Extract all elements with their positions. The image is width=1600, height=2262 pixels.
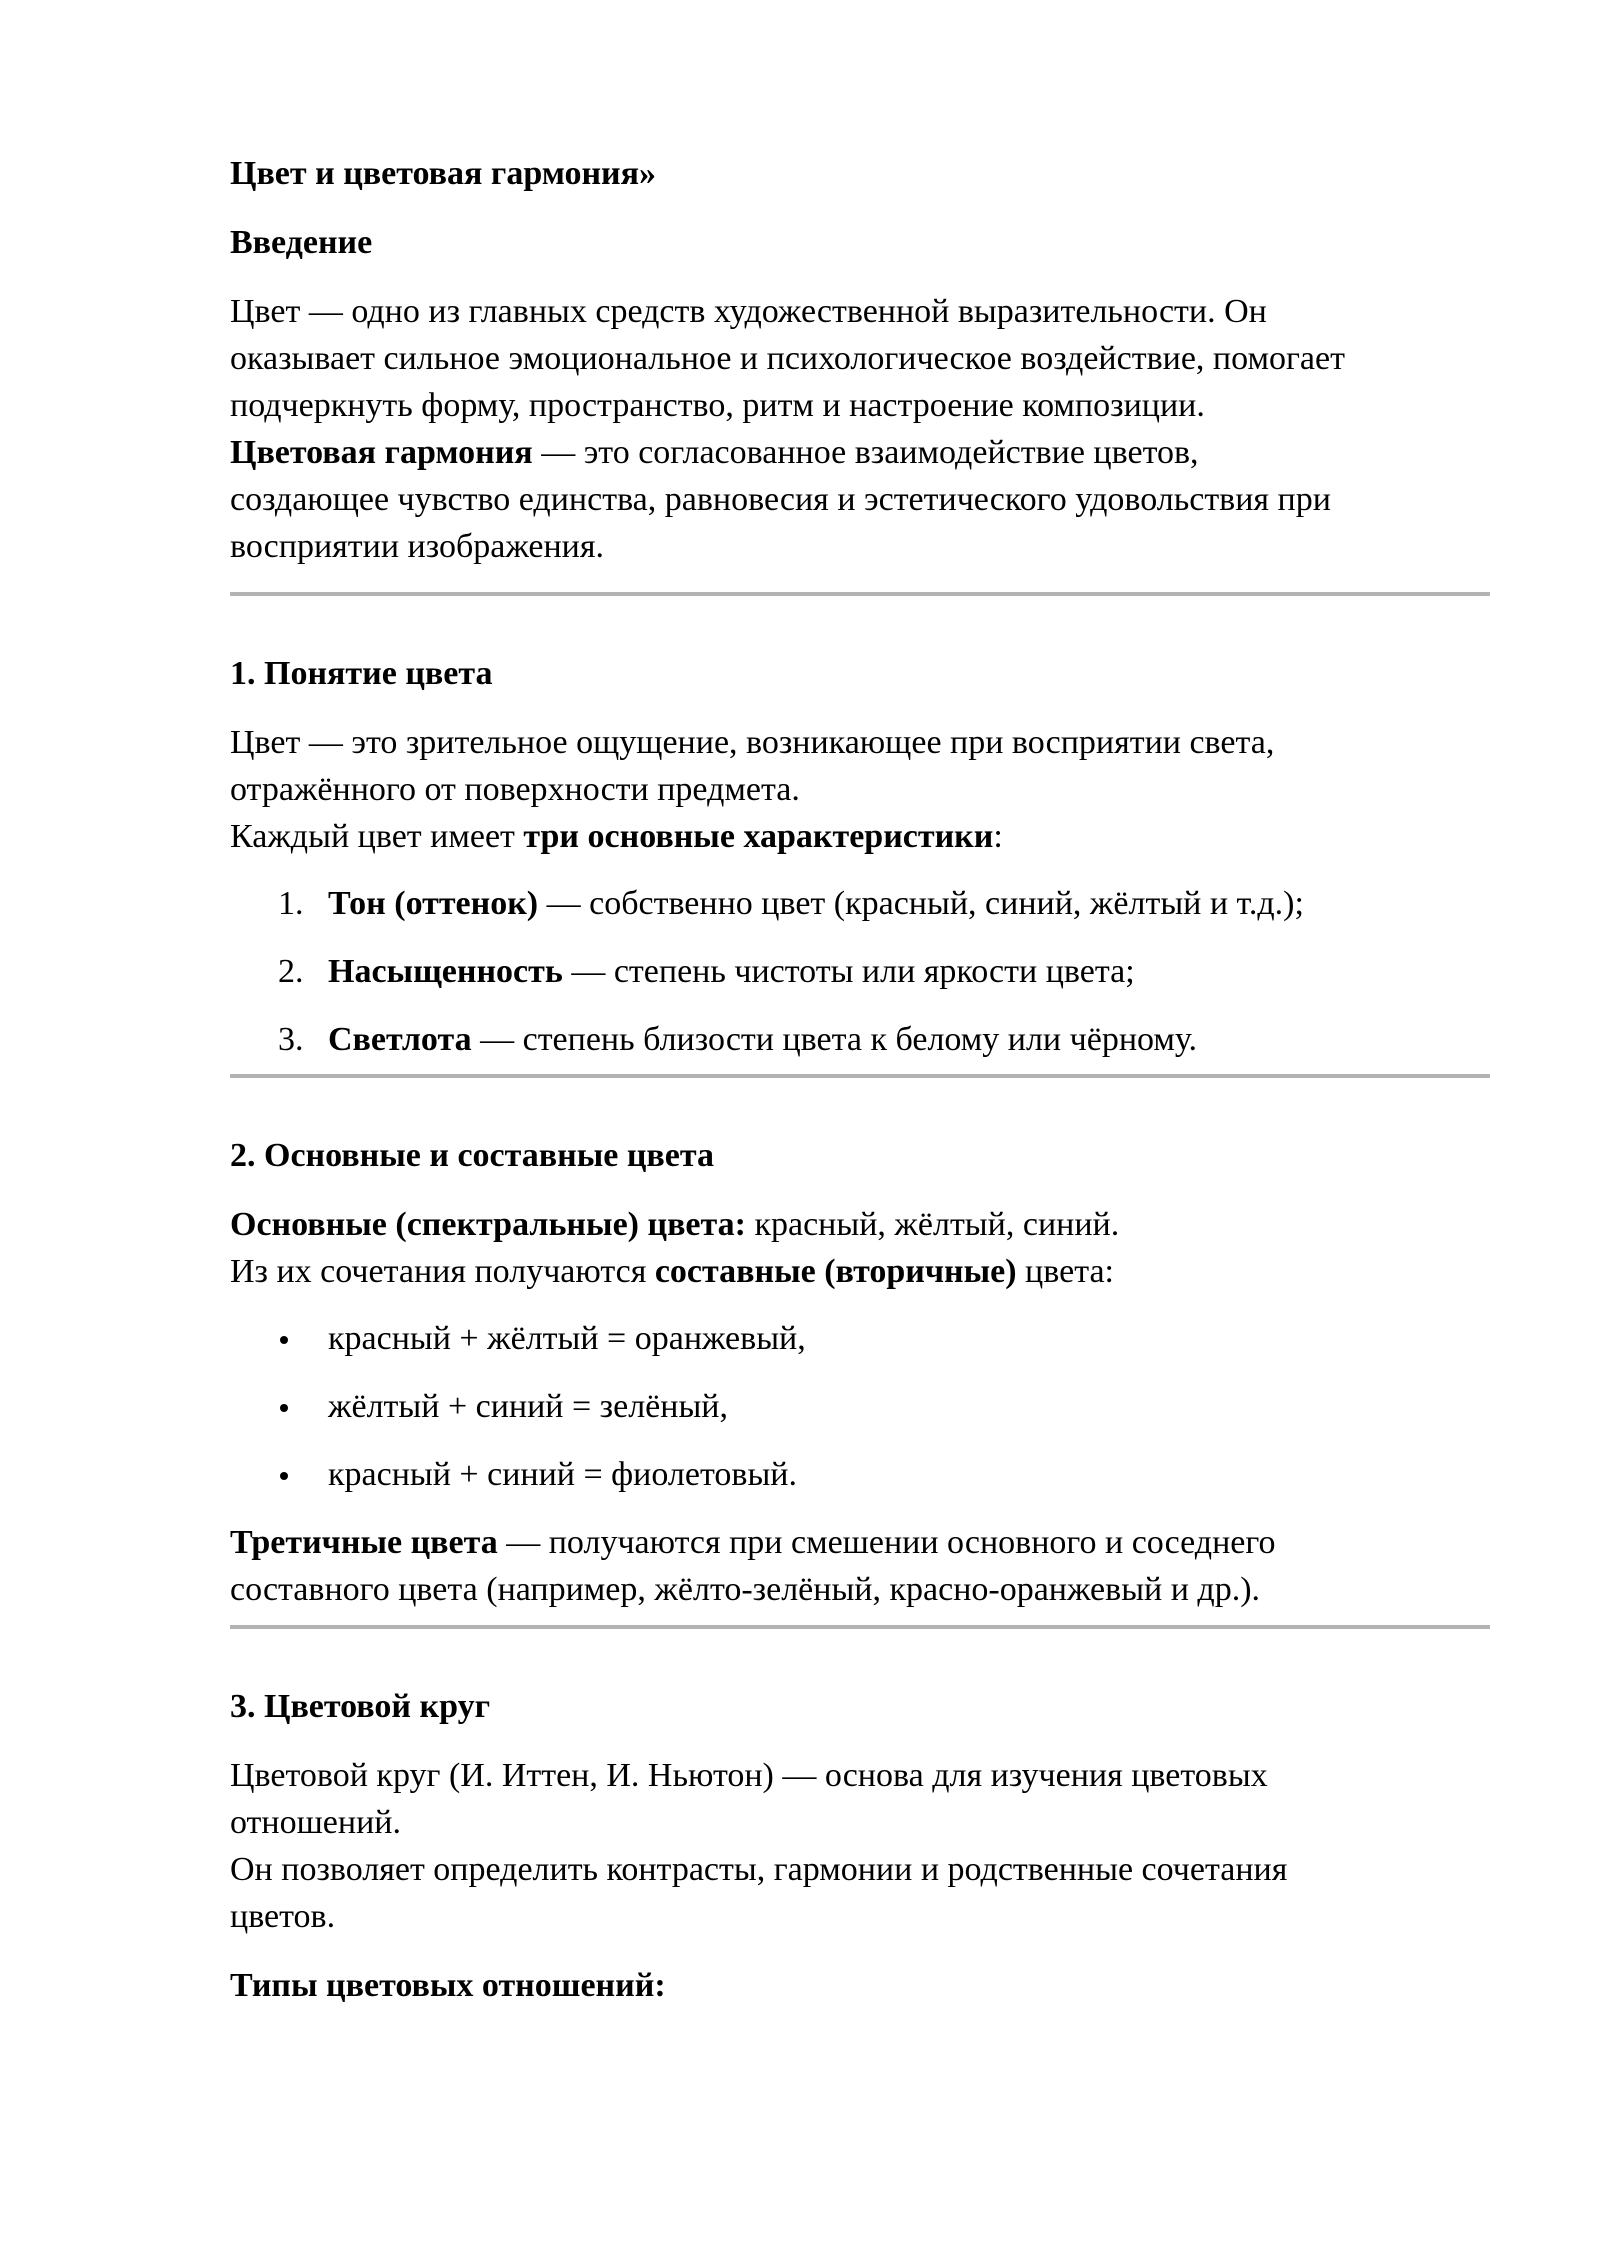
section1-paragraph	[230, 719, 1490, 860]
intro-line: оказывает сильное эмоциональное и психологическое воздействие, помогает	[230, 340, 1345, 377]
list-text: красный + синий = фиолетовый.	[328, 1456, 797, 1493]
characteristics-bold: три основные характеристики	[523, 818, 994, 855]
list-text: жёлтый + синий = зелёный,	[328, 1388, 728, 1425]
primary-colors-line	[230, 1201, 1490, 1248]
section-divider	[230, 1625, 1490, 1629]
intro-paragraph	[230, 288, 1490, 570]
list-item	[230, 1383, 1490, 1430]
harmony-term: Цветовая гармония	[230, 434, 533, 471]
document-page	[230, 150, 1490, 2031]
list-number: 1.	[278, 885, 304, 922]
tertiary-text: — получаются при смешении основного и соседнего	[497, 1524, 1276, 1561]
section3-line: Цветовой круг (И. Иттен, И. Ньютон) — основа для изучения цветовых	[230, 1757, 1268, 1794]
list-item	[230, 1016, 1490, 1063]
section3-line: отношений.	[230, 1804, 401, 1841]
section1-heading: 1. Понятие цвета	[230, 655, 493, 692]
secondary-colors-line	[230, 1248, 1490, 1295]
bullet-icon	[280, 1472, 288, 1480]
list-number: 3.	[278, 1021, 304, 1058]
tertiary-line	[230, 1519, 1490, 1566]
list-term: Тон (оттенок)	[328, 885, 539, 922]
intro-line: восприятии изображения.	[230, 528, 605, 565]
section1-line: отражённого от поверхности предмета.	[230, 771, 800, 808]
characteristics-line	[230, 813, 1490, 860]
harmony-rest: — это согласованное взаимодействие цветов,	[532, 434, 1199, 471]
section3-line: Он позволяет определить контрасты, гармонии и родственные сочетания	[230, 1851, 1288, 1888]
list-item	[230, 948, 1490, 995]
section-divider	[230, 1074, 1490, 1078]
list-item	[230, 1451, 1490, 1498]
section3-line: цветов.	[230, 1898, 336, 1935]
secondary-tail: цвета:	[1016, 1253, 1114, 1290]
list-item	[230, 880, 1490, 927]
list-item	[230, 1315, 1490, 1362]
color-relations-heading: Типы цветовых отношений:	[230, 1967, 666, 2004]
bullet-icon	[280, 1336, 288, 1344]
intro-line: Цвет — одно из главных средств художественной выразительности. Он	[230, 293, 1267, 330]
list-term: Светлота	[328, 1021, 472, 1058]
list-term: Насыщенность	[328, 953, 563, 990]
section2-heading: 2. Основные и составные цвета	[230, 1137, 715, 1174]
characteristics-lead: Каждый цвет имеет	[230, 818, 524, 855]
primary-colors-term: Основные (спектральные) цвета:	[230, 1206, 746, 1243]
section-divider	[230, 592, 1490, 596]
tertiary-term: Третичные цвета	[230, 1524, 498, 1561]
section3-heading: 3. Цветовой круг	[230, 1688, 491, 1725]
characteristics-tail: :	[993, 818, 1003, 855]
list-text: — степень чистоты или яркости цвета;	[562, 953, 1135, 990]
document-title: Цвет и цветовая гармония»	[230, 155, 657, 192]
primary-colors-text: красный, жёлтый, синий.	[745, 1206, 1120, 1243]
bullet-icon	[280, 1404, 288, 1412]
characteristics-list	[230, 880, 1490, 1063]
section1-line: Цвет — это зрительное ощущение, возникающее при восприятии света,	[230, 724, 1275, 761]
tertiary-paragraph	[230, 1519, 1490, 1613]
tertiary-line: составного цвета (например, жёлто-зелёный, красно-оранжевый и др.).	[230, 1571, 1261, 1608]
secondary-lead: Из их сочетания получаются	[230, 1253, 655, 1290]
intro-line: подчеркнуть форму, пространство, ритм и настроение композиции.	[230, 387, 1205, 424]
list-text: — собственно цвет (красный, синий, жёлтый и т.д.);	[538, 885, 1304, 922]
harmony-definition-line	[230, 429, 1490, 476]
secondary-colors-list	[230, 1315, 1490, 1498]
intro-line: создающее чувство единства, равновесия и эстетического удовольствия при	[230, 481, 1331, 518]
section2-paragraph	[230, 1201, 1490, 1295]
secondary-term: составные (вторичные)	[654, 1253, 1017, 1290]
list-number: 2.	[278, 953, 304, 990]
section3-paragraph	[230, 1752, 1490, 1940]
list-text: красный + жёлтый = оранжевый,	[328, 1320, 806, 1357]
intro-heading: Введение	[230, 224, 373, 261]
list-text: — степень близости цвета к белому или чёрному.	[471, 1021, 1197, 1058]
